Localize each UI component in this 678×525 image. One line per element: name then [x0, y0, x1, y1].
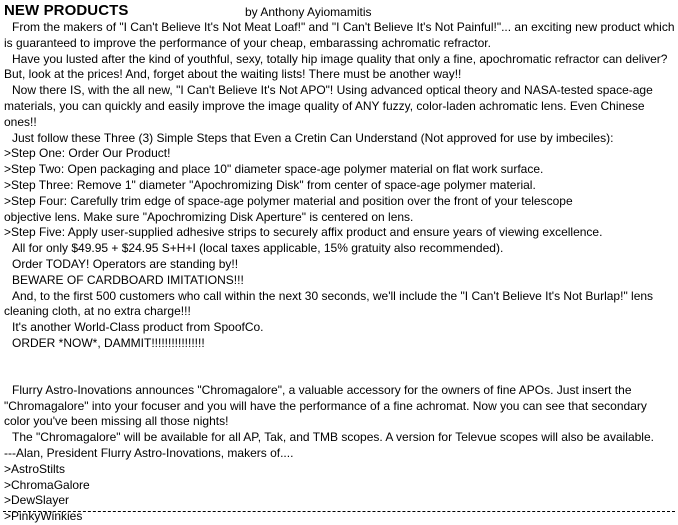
- product-list-item: >PinkyWinkies: [4, 509, 83, 524]
- closing-line: All for only $49.95 + $24.95 S+H+I (local taxes applicable, 15% gratuity also recommended).: [12, 241, 504, 256]
- article-paragraph: Have you lusted after the kind of youthful, sexy, totally hip image quality that only a fine, apochromatic refractor can deliver? But, look at the prices! And, forget about the waiting lists! There must be another way!!: [4, 51, 668, 82]
- article-byline: by Anthony Ayiomamitis: [245, 5, 372, 19]
- step-item: >Step Five: Apply user-supplied adhesive strips to securely affix product and ensure years of viewing excellence.: [4, 225, 603, 240]
- article-page: [4, 2, 676, 525]
- reply-paragraph: Flurry Astro-Inovations announces "Chromagalore", a valuable accessory for the owners of fine APOs. Just insert the "Chromagalore" into your focuser and you will have the performance of a fine achromat. Now you can see that secondary color you've been missing all those nights!: [4, 382, 647, 429]
- product-list-item: >ChromaGalore: [4, 477, 90, 492]
- closing-line: Order TODAY! Operators are standing by!!: [12, 256, 239, 271]
- reply-paragraph: The "Chromagalore" will be available for all AP, Tak, and TMB scopes. A version for Televue scopes will also be available.: [12, 430, 654, 445]
- closing-line: BEWARE OF CARDBOARD IMITATIONS!!!: [12, 272, 244, 287]
- closing-line: It's another World-Class product from SpoofCo.: [12, 320, 264, 335]
- article-paragraph: Just follow these Three (3) Simple Steps that Even a Cretin Can Understand (Not approved for use by imbeciles):: [12, 130, 614, 145]
- section-spacer: [4, 352, 676, 383]
- article-paragraph: Now there IS, with the all new, "I Can't Believe It's Not APO"! Using advanced optical theory and NASA-tested space-age materials, you can quickly and easily improve the image quality of ANY fuzzy, color-laden achromatic lens. Even Chinese ones!!: [4, 83, 653, 129]
- reply-signature: ---Alan, President Flurry Astro-Inovations, makers of....: [4, 445, 294, 460]
- closing-line: ORDER *NOW*, DAMMIT!!!!!!!!!!!!!!!!: [12, 335, 205, 350]
- step-item: >Step Two: Open packaging and place 10" diameter space-age polymer material on flat work surface.: [4, 162, 544, 177]
- dashed-divider: [3, 511, 675, 512]
- article-body: [4, 20, 676, 525]
- article-title: NEW PRODUCTS: [4, 2, 129, 19]
- product-list-item: >DewSlayer: [4, 493, 70, 508]
- product-list-item: >AstroStilts: [4, 461, 66, 476]
- step-item-continuation: objective lens. Make sure "Apochromizing Disk Aperture" is centered on lens.: [4, 209, 414, 224]
- step-item: >Step Four: Carefully trim edge of space-age polymer material and position over the front of your telescope: [4, 193, 573, 208]
- closing-line: And, to the first 500 customers who call within the next 30 seconds, we'll include the "I Can't Believe It's Not Burlap!" lens cleaning cloth, at no extra charge!!!: [4, 288, 654, 319]
- step-item: >Step Three: Remove 1" diameter "Apochromizing Disk" from center of space-age polymer material.: [4, 177, 536, 192]
- article-header: [4, 2, 676, 20]
- step-item: >Step One: Order Our Product!: [4, 146, 171, 161]
- article-paragraph: From the makers of "I Can't Believe It's Not Meat Loaf!" and "I Can't Believe It's Not Painful!"... an exciting new product which is guaranteed to improve the performance of your cheap, embarassing achromatic refractor.: [4, 20, 675, 50]
